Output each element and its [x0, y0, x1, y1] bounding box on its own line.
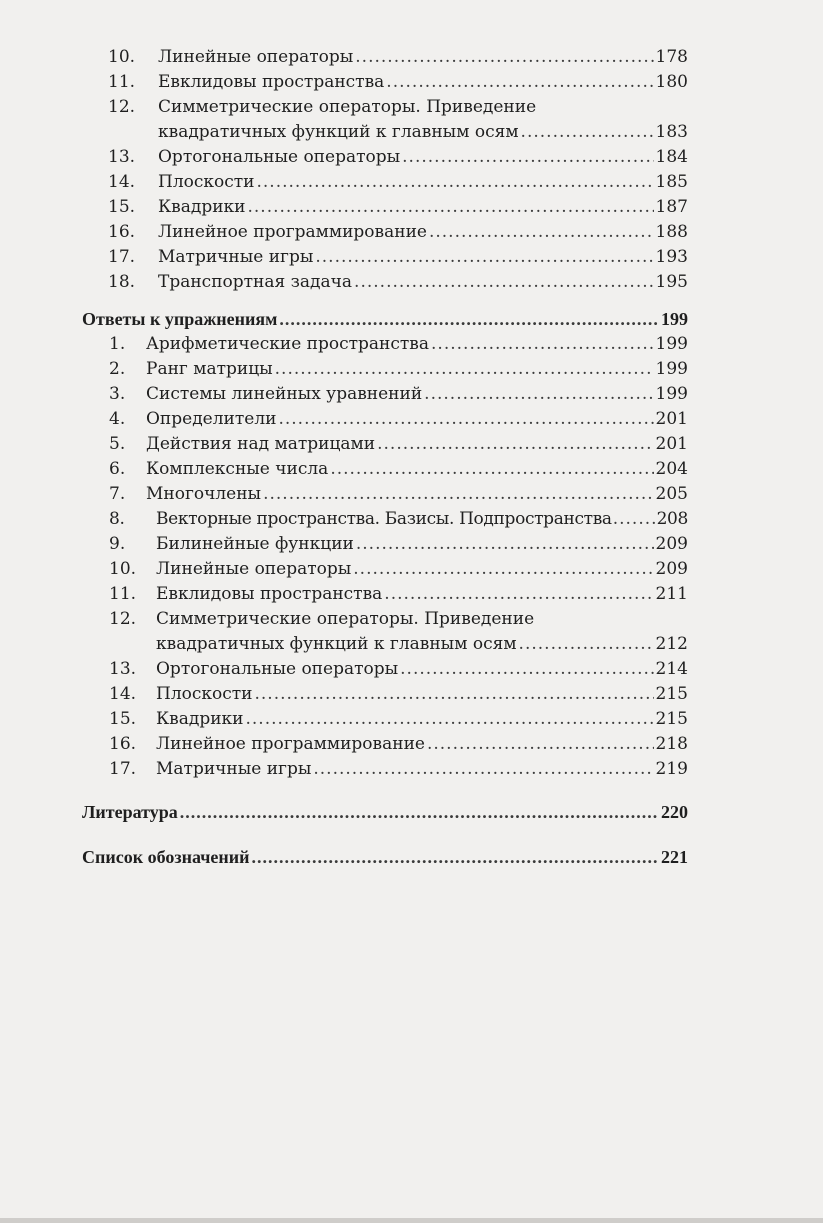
entry-page: 193	[655, 247, 688, 267]
entry-page: 220	[661, 802, 688, 822]
entry-page: 199	[655, 334, 688, 354]
toc-entry[interactable]	[82, 357, 688, 382]
entry-title: Линейные операторы	[156, 559, 352, 579]
leader-dots	[315, 245, 653, 270]
entry-title: Арифметические пространства	[146, 334, 430, 354]
table-of-contents	[82, 45, 688, 870]
entry-number: 11.	[109, 584, 137, 604]
toc-entry[interactable]	[82, 245, 688, 270]
entry-title: Комплексные числа	[146, 459, 329, 479]
leader-dots	[246, 707, 654, 732]
leader-dots	[521, 120, 654, 145]
entry-title: Евклидовы пространства	[156, 584, 383, 604]
entry-page: 218	[655, 734, 688, 754]
leader-dots	[180, 800, 659, 825]
toc-entry[interactable]	[82, 557, 688, 582]
entry-title: Квадрики	[158, 197, 246, 217]
entry-page: 212	[655, 634, 688, 654]
entry-title: Матричные игры	[158, 247, 314, 267]
entry-number: 10.	[109, 559, 137, 579]
entry-number: 6.	[109, 459, 126, 479]
entry-page: 178	[655, 47, 688, 67]
entry-number: 13.	[108, 147, 136, 167]
leader-dots	[402, 145, 653, 170]
entry-title-line: квадратичных функций к главным осям	[158, 122, 519, 142]
entry-page: 188	[655, 222, 688, 242]
leader-dots	[400, 657, 653, 682]
entry-title: Системы линейных уравнений	[146, 384, 423, 404]
entry-page: 204	[655, 459, 688, 479]
entry-page: 185	[655, 172, 688, 192]
toc-entry[interactable]	[82, 732, 688, 757]
entry-page: 208	[656, 509, 688, 529]
leader-dots	[384, 582, 653, 607]
section-title: Литература	[82, 802, 178, 822]
entry-number: 8.	[109, 509, 125, 529]
leader-dots	[431, 332, 654, 357]
entry-page: 209	[655, 559, 688, 579]
entry-title-line: Симметрические операторы. Приведение	[158, 97, 537, 117]
entry-number: 2.	[109, 359, 126, 379]
toc-entry[interactable]	[82, 682, 688, 707]
toc-entry[interactable]	[82, 195, 688, 220]
toc-entry[interactable]	[82, 582, 688, 607]
entry-title: Определители	[146, 409, 277, 429]
leader-dots	[330, 457, 653, 482]
entry-page: 183	[655, 122, 688, 142]
leader-dots	[252, 845, 659, 870]
toc-entry[interactable]	[82, 145, 688, 170]
toc-entry[interactable]	[82, 332, 688, 357]
leader-dots	[248, 195, 654, 220]
entry-number: 16.	[109, 734, 137, 754]
leader-dots	[519, 632, 654, 657]
leader-dots	[353, 557, 653, 582]
leader-dots	[429, 220, 654, 245]
entry-page: 184	[655, 147, 688, 167]
section-title: Ответы к упражнениям	[82, 309, 278, 329]
leader-dots	[313, 757, 653, 782]
toc-section-answers[interactable]	[82, 307, 688, 332]
entry-number: 15.	[109, 709, 137, 729]
entry-title: Векторные пространства. Базисы. Подпространства	[156, 509, 612, 529]
entry-title: Транспортная задача	[158, 272, 353, 292]
entry-number: 4.	[109, 409, 126, 429]
entry-title: Линейное программирование	[158, 222, 427, 242]
entry-number: 12.	[109, 609, 137, 629]
toc-section-notation[interactable]	[82, 845, 688, 870]
entry-page: 195	[655, 272, 688, 292]
entry-number: 14.	[108, 172, 136, 192]
entry-title: Ортогональные операторы	[158, 147, 401, 167]
entry-page: 187	[655, 197, 688, 217]
entry-page: 211	[655, 584, 688, 604]
entry-title: Плоскости	[156, 684, 253, 704]
leader-dots	[279, 307, 659, 332]
leader-dots	[275, 357, 654, 382]
toc-entry[interactable]	[82, 507, 688, 532]
leader-dots	[354, 270, 654, 295]
toc-entry[interactable]	[82, 382, 688, 407]
leader-dots	[257, 170, 654, 195]
entry-page: 219	[655, 759, 688, 779]
entry-title: Ортогональные операторы	[156, 659, 399, 679]
toc-entry[interactable]	[82, 457, 688, 482]
entry-number: 11.	[108, 72, 136, 92]
entry-title: Матричные игры	[156, 759, 312, 779]
entry-page: 221	[661, 847, 688, 867]
entry-page: 201	[655, 409, 688, 429]
entry-number: 12.	[108, 97, 136, 117]
leader-dots	[424, 382, 653, 407]
toc-entry[interactable]	[82, 757, 688, 782]
entry-number: 14.	[109, 684, 137, 704]
section-title: Список обозначений	[82, 847, 250, 867]
entry-number: 18.	[108, 272, 136, 292]
toc-entry[interactable]	[82, 220, 688, 245]
toc-entry[interactable]	[82, 657, 688, 682]
entry-page: 214	[655, 659, 688, 679]
entry-number: 7.	[109, 484, 126, 504]
leader-dots	[377, 432, 653, 457]
toc-entry[interactable]	[82, 95, 688, 145]
entry-page: 201	[655, 434, 688, 454]
entry-number: 17.	[109, 759, 137, 779]
entry-page: 180	[655, 72, 688, 92]
page-bottom-edge	[0, 1218, 823, 1223]
toc-entry[interactable]	[82, 532, 688, 557]
entry-number: 9.	[109, 534, 126, 554]
toc-entry[interactable]	[82, 45, 688, 70]
leader-dots	[356, 532, 654, 557]
entry-page: 215	[655, 684, 688, 704]
entry-title: Линейное программирование	[156, 734, 425, 754]
toc-entry[interactable]	[82, 432, 688, 457]
leader-dots	[278, 407, 653, 432]
entry-number: 10.	[108, 47, 136, 67]
toc-section-literature[interactable]	[82, 800, 688, 825]
leader-dots	[427, 732, 654, 757]
leader-dots	[355, 45, 653, 70]
entry-title: Плоскости	[158, 172, 255, 192]
leader-dots	[263, 482, 653, 507]
entry-number: 1.	[109, 334, 126, 354]
entry-title: Ранг матрицы	[146, 359, 273, 379]
leader-dots	[386, 70, 653, 95]
entry-title-line: квадратичных функций к главным осям	[156, 634, 517, 654]
entry-number: 3.	[109, 384, 126, 404]
entry-number: 5.	[109, 434, 126, 454]
toc-entry[interactable]	[82, 707, 688, 732]
entry-title: Линейные операторы	[158, 47, 354, 67]
toc-entry[interactable]	[82, 482, 688, 507]
entry-page: 199	[655, 384, 688, 404]
toc-entry[interactable]	[82, 270, 688, 295]
entry-title: Многочлены	[146, 484, 262, 504]
leader-dots	[255, 682, 654, 707]
entry-page: 209	[655, 534, 688, 554]
toc-entry[interactable]	[82, 170, 688, 195]
entry-page: 205	[655, 484, 688, 504]
entry-page: 215	[655, 709, 688, 729]
entry-number: 13.	[109, 659, 137, 679]
entry-page: 199	[661, 309, 688, 329]
entry-title-line: Симметрические операторы. Приведение	[156, 609, 535, 629]
entry-title: Евклидовы пространства	[158, 72, 385, 92]
entry-number: 17.	[108, 247, 136, 267]
entry-number: 16.	[108, 222, 136, 242]
toc-entry[interactable]	[82, 607, 688, 657]
entry-title: Действия над матрицами	[146, 434, 376, 454]
toc-entry[interactable]	[82, 70, 688, 95]
entry-title: Билинейные функции	[156, 534, 354, 554]
entry-number: 15.	[108, 197, 136, 217]
leader-dots	[613, 507, 656, 532]
entry-page: 199	[655, 359, 688, 379]
entry-title: Квадрики	[156, 709, 244, 729]
toc-entry[interactable]	[82, 407, 688, 432]
